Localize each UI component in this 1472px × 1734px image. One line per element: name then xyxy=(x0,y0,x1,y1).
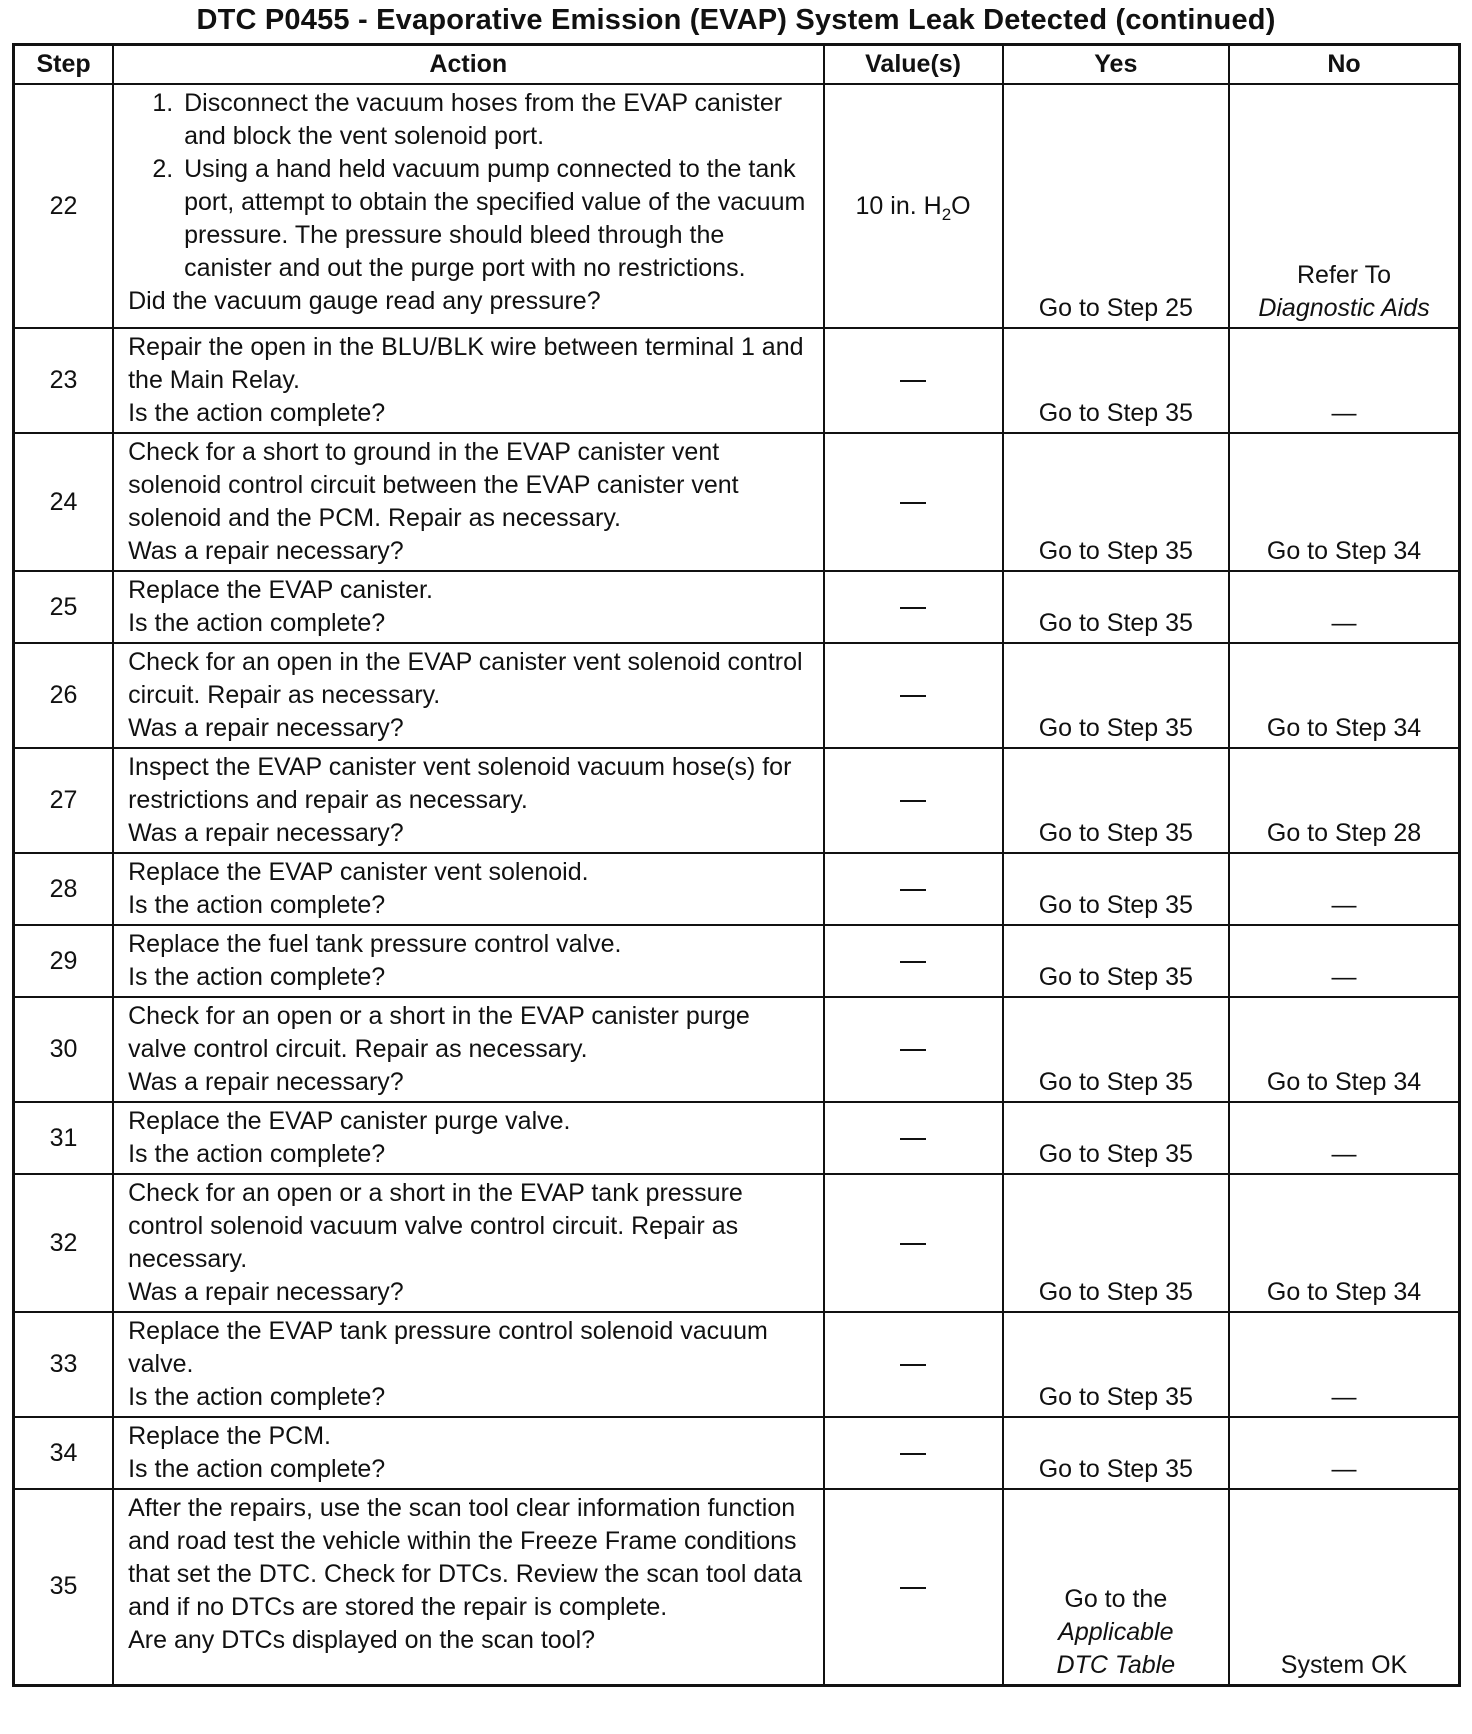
yes-cell: Go to Step 35 xyxy=(1003,925,1229,997)
value-subscript: 2 xyxy=(941,204,952,224)
yes-text-line2: Applicable xyxy=(1058,1617,1174,1646)
no-cell: System OK xyxy=(1229,1489,1459,1685)
table-row xyxy=(14,643,1460,748)
no-text-line1: Refer To xyxy=(1297,261,1392,289)
table-row xyxy=(14,571,1460,643)
table-row xyxy=(14,1312,1460,1417)
no-cell: — xyxy=(1229,1312,1459,1417)
value-cell xyxy=(824,1489,1003,1685)
table-row xyxy=(14,1102,1460,1174)
header-step: Step xyxy=(14,45,114,85)
diagnostic-table xyxy=(12,43,1461,1687)
value-cell xyxy=(824,328,1003,433)
action-text: Check for a short to ground in the EVAP canister vent solenoid control circuit between the EVAP canister vent solenoid and the PCM. Repair as necessary. xyxy=(128,438,739,532)
action-cell xyxy=(113,853,823,925)
yes-cell: Go to Step 35 xyxy=(1003,997,1229,1102)
action-text: After the repairs, use the scan tool clear information function and road test the vehicle within the Freeze Frame conditions that set the DTC. Check for DTCs. Review the scan tool data and if no DTCs are stored the repair is complete. xyxy=(128,1494,802,1621)
action-question: Is the action complete? xyxy=(128,891,386,919)
action-text: Replace the PCM. xyxy=(128,1422,331,1450)
step-number: 26 xyxy=(14,643,114,748)
yes-cell xyxy=(1003,1489,1229,1685)
page-title: DTC P0455 - Evaporative Emission (EVAP) System Leak Detected (continued) xyxy=(196,4,1276,36)
value-cell xyxy=(824,1102,1003,1174)
yes-cell: Go to Step 35 xyxy=(1003,571,1229,643)
header-action: Action xyxy=(113,45,823,85)
yes-cell: Go to Step 25 xyxy=(1003,84,1229,328)
action-text: Check for an open in the EVAP canister vent solenoid control circuit. Repair as necessary. xyxy=(128,648,803,709)
action-question: Are any DTCs displayed on the scan tool? xyxy=(128,1626,596,1654)
no-cell: — xyxy=(1229,853,1459,925)
yes-cell: Go to Step 35 xyxy=(1003,328,1229,433)
dash-mark xyxy=(900,1138,926,1140)
action-question: Was a repair necessary? xyxy=(128,714,404,742)
action-question: Was a repair necessary? xyxy=(128,1278,404,1306)
step-number: 31 xyxy=(14,1102,114,1174)
step-number: 33 xyxy=(14,1312,114,1417)
dash-mark xyxy=(900,1453,926,1455)
action-steps-list xyxy=(128,87,814,285)
dash-mark xyxy=(900,961,926,963)
header-value: Value(s) xyxy=(824,45,1003,85)
step-number: 25 xyxy=(14,571,114,643)
value-cell xyxy=(824,84,1003,328)
no-cell: — xyxy=(1229,328,1459,433)
action-question: Is the action complete? xyxy=(128,1455,386,1483)
yes-cell: Go to Step 35 xyxy=(1003,643,1229,748)
dash-mark xyxy=(900,1049,926,1051)
yes-cell: Go to Step 35 xyxy=(1003,433,1229,571)
step-number: 28 xyxy=(14,853,114,925)
step-number: 34 xyxy=(14,1417,114,1489)
step-number: 32 xyxy=(14,1174,114,1312)
table-row xyxy=(14,925,1460,997)
action-cell xyxy=(113,1174,823,1312)
yes-cell: Go to Step 35 xyxy=(1003,1174,1229,1312)
action-text: Check for an open or a short in the EVAP canister purge valve control circuit. Repair as necessary. xyxy=(128,1002,750,1063)
action-cell xyxy=(113,1102,823,1174)
value-cell xyxy=(824,925,1003,997)
dash-mark xyxy=(900,1587,926,1589)
action-cell xyxy=(113,1417,823,1489)
action-question: Is the action complete? xyxy=(128,399,386,427)
dash-mark xyxy=(900,502,926,504)
table-row xyxy=(14,748,1460,853)
action-question: Is the action complete? xyxy=(128,609,386,637)
value-unit-tail: O xyxy=(951,191,971,220)
action-cell xyxy=(113,1312,823,1417)
no-cell: Go to Step 34 xyxy=(1229,643,1459,748)
action-text: Replace the EVAP canister purge valve. xyxy=(128,1107,571,1135)
no-cell xyxy=(1229,84,1459,328)
value-cell xyxy=(824,853,1003,925)
action-question: Was a repair necessary? xyxy=(128,1068,404,1096)
dash-mark xyxy=(900,607,926,609)
value-cell xyxy=(824,748,1003,853)
action-cell xyxy=(113,328,823,433)
table-header-row xyxy=(14,45,1460,85)
step-number: 22 xyxy=(14,84,114,328)
no-cell: — xyxy=(1229,571,1459,643)
yes-text-line1: Go to the xyxy=(1064,1584,1168,1613)
action-cell xyxy=(113,1489,823,1685)
action-text: Repair the open in the BLU/BLK wire between terminal 1 and the Main Relay. xyxy=(128,333,804,394)
value-cell xyxy=(824,1174,1003,1312)
table-row xyxy=(14,1417,1460,1489)
action-cell xyxy=(113,997,823,1102)
action-cell xyxy=(113,84,823,328)
value-cell xyxy=(824,1312,1003,1417)
action-text: Replace the EVAP canister. xyxy=(128,576,433,604)
action-cell xyxy=(113,643,823,748)
action-cell xyxy=(113,571,823,643)
table-row xyxy=(14,1489,1460,1685)
step-number: 27 xyxy=(14,748,114,853)
no-cell: — xyxy=(1229,1102,1459,1174)
action-question: Is the action complete? xyxy=(128,1383,386,1411)
dash-mark xyxy=(900,380,926,382)
value-cell xyxy=(824,997,1003,1102)
value-cell xyxy=(824,1417,1003,1489)
yes-cell: Go to Step 35 xyxy=(1003,1312,1229,1417)
table-row xyxy=(14,997,1460,1102)
action-text: Inspect the EVAP canister vent solenoid vacuum hose(s) for restrictions and repair as necessary. xyxy=(128,753,792,814)
no-cell: — xyxy=(1229,1417,1459,1489)
action-text: Replace the EVAP canister vent solenoid. xyxy=(128,858,589,886)
no-cell: Go to Step 34 xyxy=(1229,433,1459,571)
action-text: Replace the EVAP tank pressure control solenoid vacuum valve. xyxy=(128,1317,768,1378)
action-text: Check for an open or a short in the EVAP tank pressure control solenoid vacuum valve control circuit. Repair as necessary. xyxy=(128,1179,743,1273)
action-question: Is the action complete? xyxy=(128,963,386,991)
table-row xyxy=(14,328,1460,433)
no-cell: Go to Step 34 xyxy=(1229,1174,1459,1312)
action-cell xyxy=(113,925,823,997)
list-item: 1. Disconnect the vacuum hoses from the EVAP canister and block the vent solenoid port. xyxy=(180,87,814,153)
dash-mark xyxy=(900,1243,926,1245)
no-cell: Go to Step 28 xyxy=(1229,748,1459,853)
step-number: 24 xyxy=(14,433,114,571)
table-row xyxy=(14,433,1460,571)
header-no: No xyxy=(1229,45,1459,85)
yes-cell: Go to Step 35 xyxy=(1003,853,1229,925)
dash-mark xyxy=(900,800,926,802)
action-question: Was a repair necessary? xyxy=(128,537,404,565)
no-text-line2: Diagnostic Aids xyxy=(1258,294,1430,322)
value-cell xyxy=(824,433,1003,571)
dash-mark xyxy=(900,1364,926,1366)
action-text: Replace the fuel tank pressure control valve. xyxy=(128,930,622,958)
dash-mark xyxy=(900,695,926,697)
no-cell: — xyxy=(1229,925,1459,997)
table-row xyxy=(14,84,1460,328)
list-item: 2. Using a hand held vacuum pump connected to the tank port, attempt to obtain the specified value of the vacuum pressure. The pressure should bleed through the canister and out the purge port with no restrictions. xyxy=(180,153,814,285)
step-number: 30 xyxy=(14,997,114,1102)
action-cell xyxy=(113,433,823,571)
dash-mark xyxy=(900,889,926,891)
step-number: 23 xyxy=(14,328,114,433)
yes-cell: Go to Step 35 xyxy=(1003,1417,1229,1489)
value-number: 10 in. H xyxy=(855,191,942,220)
step-number: 35 xyxy=(14,1489,114,1685)
step-number: 29 xyxy=(14,925,114,997)
action-cell xyxy=(113,748,823,853)
yes-cell: Go to Step 35 xyxy=(1003,748,1229,853)
yes-cell: Go to Step 35 xyxy=(1003,1102,1229,1174)
action-question: Is the action complete? xyxy=(128,1140,386,1168)
value-cell xyxy=(824,571,1003,643)
table-row xyxy=(14,1174,1460,1312)
table-row xyxy=(14,853,1460,925)
yes-text-line3: DTC Table xyxy=(1056,1650,1176,1679)
value-cell xyxy=(824,643,1003,748)
action-question: Did the vacuum gauge read any pressure? xyxy=(128,287,601,315)
action-question: Was a repair necessary? xyxy=(128,819,404,847)
no-cell: Go to Step 34 xyxy=(1229,997,1459,1102)
header-yes: Yes xyxy=(1003,45,1229,85)
